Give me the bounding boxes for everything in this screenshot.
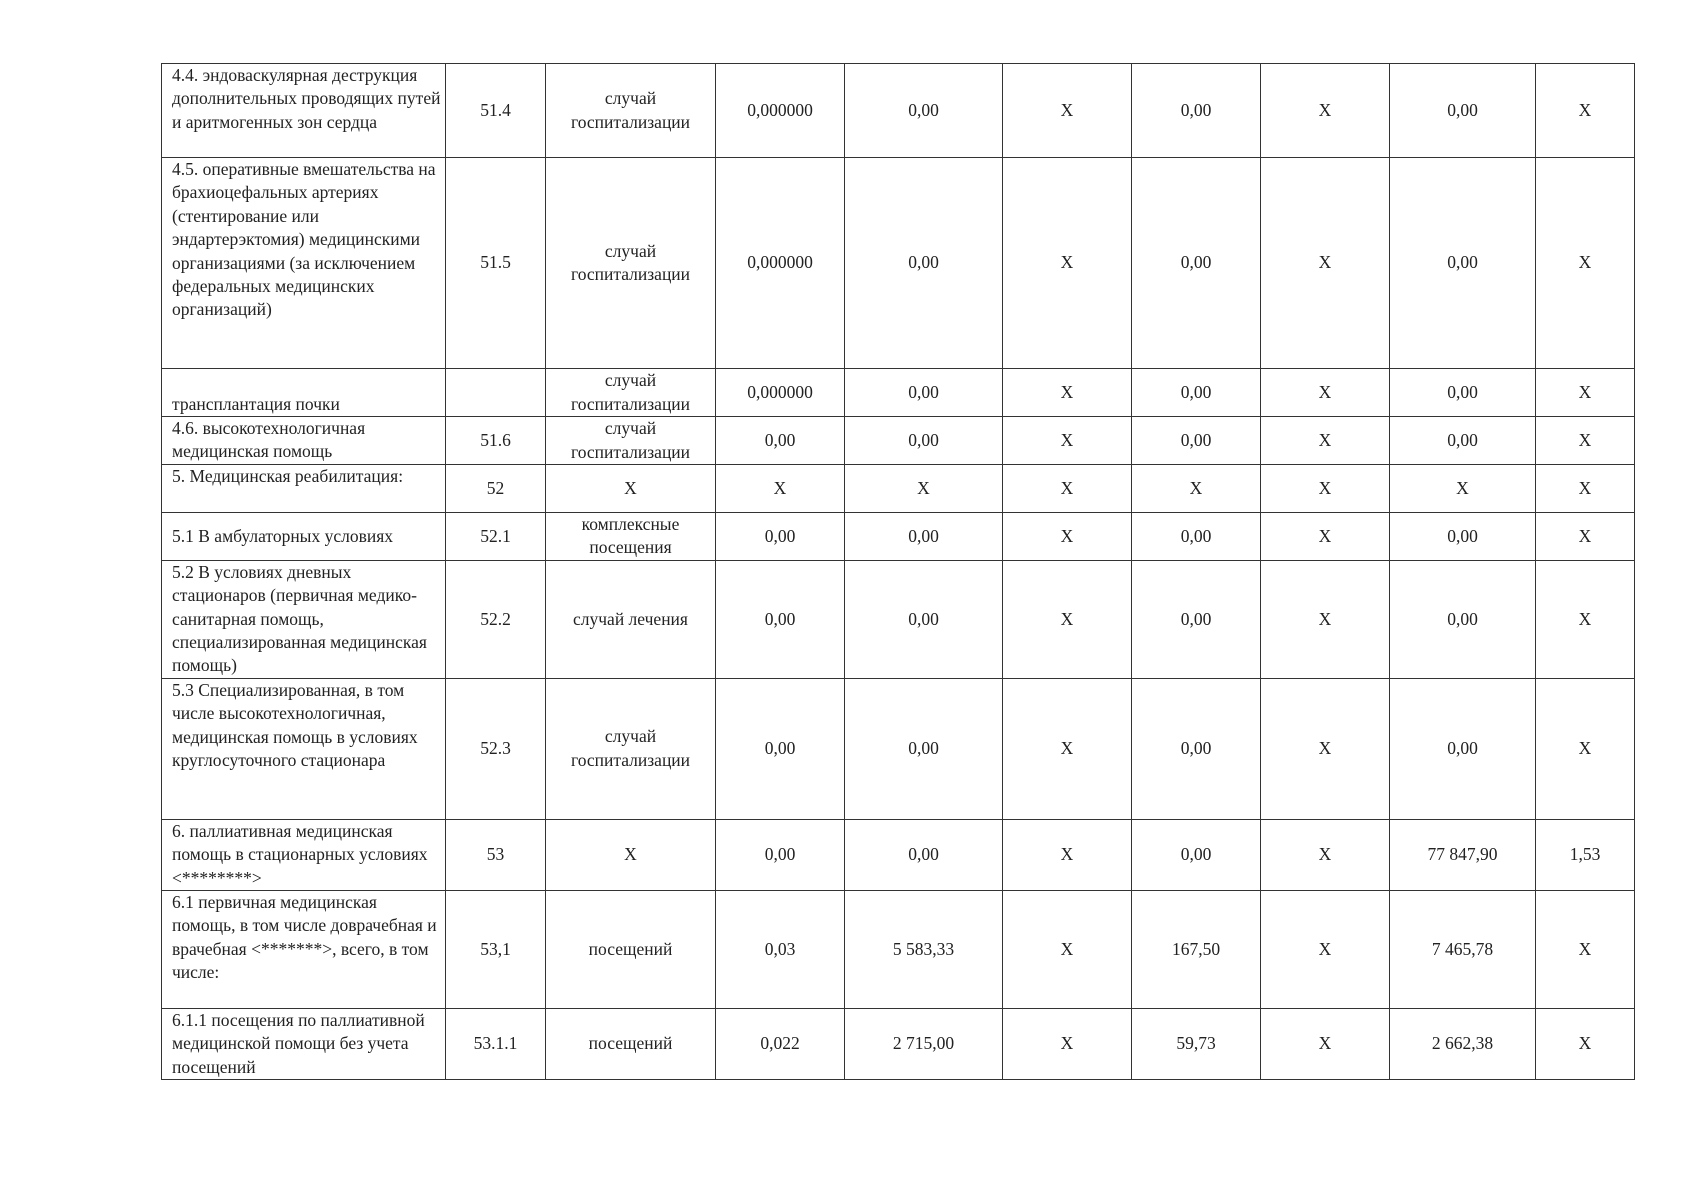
row-code: 52.2 xyxy=(446,560,546,678)
table-row xyxy=(162,417,1635,465)
row-value-9: 0,00 xyxy=(1390,158,1536,369)
row-value-8: X xyxy=(1261,64,1390,158)
table-row xyxy=(162,465,1635,513)
table-row xyxy=(162,891,1635,1009)
row-value-4: X xyxy=(716,465,845,513)
row-name: 5.1 В амбулаторных условиях xyxy=(162,513,446,561)
table-row xyxy=(162,513,1635,561)
row-value-9: 0,00 xyxy=(1390,560,1536,678)
row-value-7: 0,00 xyxy=(1132,513,1261,561)
table-row xyxy=(162,678,1635,819)
row-code xyxy=(446,369,546,417)
row-value-9: 77 847,90 xyxy=(1390,819,1536,890)
row-name: 5. Медицинская реабилитация: xyxy=(162,465,446,513)
row-value-4: 0,000000 xyxy=(716,158,845,369)
row-value-6: X xyxy=(1003,560,1132,678)
row-value-4: 0,00 xyxy=(716,560,845,678)
row-code: 51.6 xyxy=(446,417,546,465)
row-value-10: X xyxy=(1536,465,1635,513)
row-code: 53,1 xyxy=(446,891,546,1009)
row-code: 52.1 xyxy=(446,513,546,561)
row-value-5: 0,00 xyxy=(845,158,1003,369)
row-name: 6.1.1 посещения по паллиативной медицинской помощи без учета посещений xyxy=(162,1009,446,1080)
row-name: 4.4. эндоваскулярная деструкция дополнительных проводящих путей и аритмогенных зон сердца xyxy=(162,64,446,158)
row-unit: X xyxy=(546,819,716,890)
row-value-10: X xyxy=(1536,891,1635,1009)
row-value-10: X xyxy=(1536,560,1635,678)
row-unit: случай госпитализации xyxy=(546,64,716,158)
row-value-9: 0,00 xyxy=(1390,64,1536,158)
row-code: 51.5 xyxy=(446,158,546,369)
row-value-9: 0,00 xyxy=(1390,369,1536,417)
row-value-10: X xyxy=(1536,513,1635,561)
row-value-6: X xyxy=(1003,678,1132,819)
row-unit: комплексные посещения xyxy=(546,513,716,561)
row-value-8: X xyxy=(1261,158,1390,369)
row-value-5: 0,00 xyxy=(845,819,1003,890)
row-value-6: X xyxy=(1003,369,1132,417)
row-value-7: 0,00 xyxy=(1132,678,1261,819)
row-value-5: X xyxy=(845,465,1003,513)
row-value-8: X xyxy=(1261,369,1390,417)
row-value-10: 1,53 xyxy=(1536,819,1635,890)
row-code: 52.3 xyxy=(446,678,546,819)
row-value-5: 0,00 xyxy=(845,64,1003,158)
row-value-5: 0,00 xyxy=(845,369,1003,417)
row-name: 5.3 Специализированная, в том числе высокотехнологичная, медицинская помощь в условиях круглосуточного стационара xyxy=(162,678,446,819)
row-value-4: 0,000000 xyxy=(716,64,845,158)
table-row xyxy=(162,369,1635,417)
table-row xyxy=(162,819,1635,890)
row-value-10: X xyxy=(1536,678,1635,819)
row-name: 5.2 В условиях дневных стационаров (первичная медико-санитарная помощь, специализированная медицинская помощь) xyxy=(162,560,446,678)
row-value-8: X xyxy=(1261,560,1390,678)
row-value-10: X xyxy=(1536,417,1635,465)
row-value-7: 59,73 xyxy=(1132,1009,1261,1080)
row-value-10: X xyxy=(1536,64,1635,158)
row-code: 51.4 xyxy=(446,64,546,158)
row-value-5: 2 715,00 xyxy=(845,1009,1003,1080)
table-row xyxy=(162,1009,1635,1080)
row-value-5: 0,00 xyxy=(845,417,1003,465)
row-unit: X xyxy=(546,465,716,513)
row-value-9: X xyxy=(1390,465,1536,513)
row-unit: случай госпитализации xyxy=(546,417,716,465)
row-value-10: X xyxy=(1536,158,1635,369)
row-value-4: 0,00 xyxy=(716,417,845,465)
row-value-4: 0,00 xyxy=(716,819,845,890)
row-value-4: 0,00 xyxy=(716,678,845,819)
row-value-8: X xyxy=(1261,465,1390,513)
row-value-7: 167,50 xyxy=(1132,891,1261,1009)
row-name: 6. паллиативная медицинская помощь в стационарных условиях <********> xyxy=(162,819,446,890)
row-value-6: X xyxy=(1003,513,1132,561)
row-name: 6.1 первичная медицинская помощь, в том числе доврачебная и врачебная <*******>, всего, в том числе: xyxy=(162,891,446,1009)
row-value-6: X xyxy=(1003,891,1132,1009)
row-value-5: 0,00 xyxy=(845,560,1003,678)
table-row xyxy=(162,64,1635,158)
row-value-10: X xyxy=(1536,1009,1635,1080)
row-value-9: 0,00 xyxy=(1390,678,1536,819)
row-value-6: X xyxy=(1003,64,1132,158)
row-value-6: X xyxy=(1003,1009,1132,1080)
row-unit: случай госпитализации xyxy=(546,678,716,819)
row-value-6: X xyxy=(1003,819,1132,890)
row-value-7: 0,00 xyxy=(1132,64,1261,158)
row-value-9: 2 662,38 xyxy=(1390,1009,1536,1080)
row-value-4: 0,03 xyxy=(716,891,845,1009)
row-value-8: X xyxy=(1261,417,1390,465)
row-code: 53 xyxy=(446,819,546,890)
row-value-6: X xyxy=(1003,158,1132,369)
row-value-5: 0,00 xyxy=(845,678,1003,819)
row-value-9: 0,00 xyxy=(1390,513,1536,561)
row-value-5: 0,00 xyxy=(845,513,1003,561)
row-value-5: 5 583,33 xyxy=(845,891,1003,1009)
row-unit: посещений xyxy=(546,1009,716,1080)
row-value-7: 0,00 xyxy=(1132,560,1261,678)
row-value-7: 0,00 xyxy=(1132,369,1261,417)
row-value-8: X xyxy=(1261,891,1390,1009)
row-value-4: 0,000000 xyxy=(716,369,845,417)
row-code: 52 xyxy=(446,465,546,513)
row-value-4: 0,00 xyxy=(716,513,845,561)
row-unit: случай госпитализации xyxy=(546,158,716,369)
row-value-10: X xyxy=(1536,369,1635,417)
row-value-4: 0,022 xyxy=(716,1009,845,1080)
table-row xyxy=(162,158,1635,369)
row-value-6: X xyxy=(1003,465,1132,513)
row-unit: посещений xyxy=(546,891,716,1009)
row-name: 4.5. оперативные вмешательства на брахиоцефальных артериях (стентирование или эндартерэктомия) медицинскими организациями (за исключением федеральных медицинских организаций) xyxy=(162,158,446,369)
tariff-table xyxy=(161,63,1635,1080)
row-code: 53.1.1 xyxy=(446,1009,546,1080)
row-value-8: X xyxy=(1261,678,1390,819)
table-row xyxy=(162,560,1635,678)
row-value-7: 0,00 xyxy=(1132,819,1261,890)
row-unit: случай лечения xyxy=(546,560,716,678)
row-value-9: 0,00 xyxy=(1390,417,1536,465)
row-value-7: 0,00 xyxy=(1132,417,1261,465)
row-value-6: X xyxy=(1003,417,1132,465)
row-value-7: X xyxy=(1132,465,1261,513)
row-value-7: 0,00 xyxy=(1132,158,1261,369)
row-value-8: X xyxy=(1261,819,1390,890)
row-value-8: X xyxy=(1261,1009,1390,1080)
row-name: трансплантация почки xyxy=(162,369,446,417)
row-value-8: X xyxy=(1261,513,1390,561)
row-unit: случай госпитализации xyxy=(546,369,716,417)
row-name: 4.6. высокотехнологичная медицинская помощь xyxy=(162,417,446,465)
row-value-9: 7 465,78 xyxy=(1390,891,1536,1009)
